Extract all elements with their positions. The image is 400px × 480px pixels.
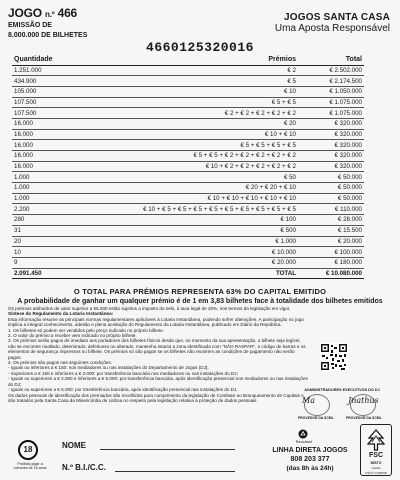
total-cell: € 1.075.000 xyxy=(298,97,364,108)
total-cell: € 180.000 xyxy=(298,257,364,268)
total-cell: € 1.050.000 xyxy=(298,86,364,97)
quantity-cell: 10 xyxy=(12,247,82,258)
quantity-cell: 1.000 xyxy=(12,172,82,183)
age-restriction-icon: 18 xyxy=(18,440,38,460)
table-row xyxy=(12,129,364,140)
quantity-cell: 16.000 xyxy=(12,118,82,129)
win-probability: A probabilidade de ganhar um qualquer prémio é de 1 em 3,83 bilhetes face à totalidade dos bilhetes emitidos xyxy=(17,298,383,305)
quantity-cell: 16.000 xyxy=(12,129,82,140)
administrators-block xyxy=(292,388,392,422)
prize-cell: € 10 xyxy=(82,86,298,97)
table-row xyxy=(12,86,364,97)
prize-table-header xyxy=(12,55,364,65)
table-row xyxy=(12,204,364,215)
quantity-cell: 16.000 xyxy=(12,161,82,172)
id-label: N.º B.I./C.C. xyxy=(62,463,106,472)
prize-cell: € 50 xyxy=(82,172,298,183)
name-field xyxy=(100,449,235,450)
prize-cell: € 100 xyxy=(82,215,298,226)
table-row xyxy=(12,172,364,183)
total-cell: € 20.000 xyxy=(298,236,364,247)
emission-count: 8.000.000 DE BILHETES xyxy=(8,32,88,39)
age-restriction-note: Proibido jogar a menores de 18 anos xyxy=(13,462,47,471)
table-row xyxy=(12,193,364,204)
game-number-value: 466 xyxy=(57,6,78,20)
prize-cell: € 5 + € 5 xyxy=(82,97,298,108)
hotline-block xyxy=(262,446,358,473)
quantity-cell: 1.000 xyxy=(12,183,82,194)
prize-cell: € 20 + € 20 + € 10 xyxy=(82,183,298,194)
total-cell: € 320.000 xyxy=(298,118,364,129)
payout-percentage: O TOTAL PARA PRÉMIOS REPRESENTA 63% DO CAPITAL EMITIDO xyxy=(73,287,327,296)
rule-item: - Iguais ou superiores a € 5.000: por transferência bancária, após identificação presencial nas instalações do DJ. xyxy=(8,387,238,393)
fsc-logo xyxy=(360,424,392,476)
prize-cell: € 20 xyxy=(82,118,298,129)
total-cell: € 50.000 xyxy=(298,183,364,194)
prize-cell: € 5 xyxy=(82,76,298,87)
tax-note: Os prémios atribuídos de valor superior a €5.000 estão sujeitos a imposto do selo, à taxa legal de 20%, nos termos da legislação em vigor. xyxy=(8,306,291,311)
total-quantity: 2.091.450 xyxy=(12,268,82,279)
quantity-cell: 20 xyxy=(12,236,82,247)
total-cell: € 2.174.500 xyxy=(298,76,364,87)
table-row xyxy=(12,118,364,129)
prize-cell: € 20.000 xyxy=(82,257,298,268)
recycle-label: Reciclável xyxy=(295,440,313,444)
serial-number: 4660125320016 xyxy=(146,40,254,55)
prize-cell: € 500 xyxy=(82,225,298,236)
quantity-cell: 1.000 xyxy=(12,193,82,204)
hotline-title: LINHA DIRETA JOGOS xyxy=(272,447,348,454)
total-amount: € 10.080.000 xyxy=(298,268,364,279)
provider-left: PROVEDOR DA SCML xyxy=(298,416,334,420)
table-row xyxy=(12,225,364,236)
total-row xyxy=(12,268,364,279)
total-cell: € 1.075.000 xyxy=(298,108,364,119)
quantity-cell: 107.500 xyxy=(12,108,82,119)
table-row xyxy=(12,236,364,247)
prize-cell: € 5 + € 5 + € 5 + € 5 xyxy=(82,140,298,151)
rule-item: 3. Os prémios serão pagos de imediato aos portadores dos bilhetes físicos desde que, no momento da sua apresentação, o bilhete seja legível, não se encontre mutilado, deteriorado, defeituoso ou alterado, mantenha intacta a zona identificada com "NÃO RASPAR", o código de barras e os elementos de segurança impressos no bilhete. Os prémios só são pagos se os bilhetes não reunirem as condições de pagamento não serão pagos. xyxy=(8,338,306,360)
rule-item: 2. O valor do prémio a receber vem indicado no próprio bilhete. xyxy=(8,333,137,339)
total-cell: € 320.000 xyxy=(298,140,364,151)
fsc-mix: MISTO xyxy=(370,461,382,465)
table-row xyxy=(12,183,364,194)
qr-code-icon xyxy=(320,343,348,371)
game-number xyxy=(8,6,87,20)
quantity-cell: 107.500 xyxy=(12,97,82,108)
brand-tagline: Uma Aposta Responsável xyxy=(274,23,390,34)
prize-cell: € 2 xyxy=(82,65,298,76)
hotline-number: 808 203 377 xyxy=(290,456,330,463)
privacy-note: Os dados pessoais de identificação dos premiados são recolhidos para cumprimento da legislação de Combate ao Branqueamento de Capitais e são tratados pela Santa Casa da Misericórdia de Lisboa no respeito pela legislação relativa à proteção de dados pessoais. xyxy=(8,392,304,403)
quantity-cell: 105.000 xyxy=(12,86,82,97)
table-row xyxy=(12,247,364,258)
emission-label: EMISSÃO DE xyxy=(8,22,52,29)
rule-item: - Iguais ou superiores a € 2.000 e inferiores a € 5.000: por transferência bancária, após identificação presencial nos mediadores ou nas instalações do DJ; xyxy=(8,376,308,387)
table-row xyxy=(12,161,364,172)
total-cell: € 28.000 xyxy=(298,215,364,226)
table-row xyxy=(12,65,364,76)
prize-cell: € 10 + € 2 + € 2 + € 2 + € 2 + € 2 xyxy=(82,161,298,172)
prize-cell: € 10 + € 10 + € 10 + € 10 + € 10 xyxy=(82,193,298,204)
rules-text xyxy=(8,306,308,403)
prize-cell: € 5 + € 5 + € 2 + € 2 + € 2 + € 2 + € 2 xyxy=(82,151,298,162)
administrators-title: ADMINISTRADORES EXECUTIVOS DO DJ xyxy=(304,388,380,392)
quantity-cell: 280 xyxy=(12,215,82,226)
prize-cell: € 10 + € 10 xyxy=(82,129,298,140)
header-total: Total xyxy=(298,55,364,65)
payout-summary xyxy=(0,287,400,305)
table-row xyxy=(12,140,364,151)
rule-item: 1. Os bilhetes só podem ser vendidos pelo preço indicado no próprio bilhete. xyxy=(8,327,165,333)
prize-cell: € 10.000 xyxy=(82,247,298,258)
provider-right: PROVEDOR DA SCML xyxy=(346,416,382,420)
game-label: JOGO xyxy=(8,6,42,20)
total-cell: € 15.500 xyxy=(298,225,364,236)
total-cell: € 320.000 xyxy=(298,129,364,140)
prize-cell: € 10 + € 5 + € 5 + € 5 + € 5 + € 5 + € 5 + € 5 + € 5 + € 5 xyxy=(82,204,298,215)
table-row xyxy=(12,76,364,87)
quantity-cell: 9 xyxy=(12,257,82,268)
quantity-cell: 1.251.000 xyxy=(12,65,82,76)
total-label: TOTAL xyxy=(82,268,298,279)
rule-item: - Iguais ou inferiores a € 150: nos mediadores ou nas instalações do Departamento de Jogos (DJ); xyxy=(8,365,209,371)
table-row xyxy=(12,108,364,119)
rules-title: Síntese do Regulamento da Lotaria Instantânea: xyxy=(8,311,114,317)
total-cell: € 320.000 xyxy=(298,151,364,162)
table-row xyxy=(12,257,364,268)
hotline-hours: (das 8h às 24h) xyxy=(286,465,334,472)
quantity-cell: 31 xyxy=(12,225,82,236)
game-no-prefix: n.º xyxy=(45,10,55,19)
tree-icon xyxy=(367,429,385,451)
quantity-cell: 434.900 xyxy=(12,76,82,87)
quantity-cell: 16.000 xyxy=(12,151,82,162)
header-prizes: Prémios xyxy=(82,55,298,65)
fsc-label: FSC xyxy=(369,452,383,459)
total-cell: € 110.000 xyxy=(298,204,364,215)
prize-table xyxy=(12,55,364,279)
signature-left: Ma xyxy=(302,396,315,405)
total-cell: € 320.000 xyxy=(298,161,364,172)
signature-right: Jnathus xyxy=(348,396,379,405)
fsc-sub: Cartão xyxy=(371,466,381,470)
total-cell: € 50.000 xyxy=(298,193,364,204)
prize-cell: € 2 + € 2 + € 2 + € 2 + € 2 xyxy=(82,108,298,119)
total-cell: € 100.000 xyxy=(298,247,364,258)
total-cell: € 50.000 xyxy=(298,172,364,183)
brand-name: JOGOS SANTA CASA xyxy=(284,12,390,23)
id-field xyxy=(115,471,235,472)
quantity-cell: 2.200 xyxy=(12,204,82,215)
header-quantity: Quantidade xyxy=(12,55,82,65)
table-row xyxy=(12,215,364,226)
table-row xyxy=(12,97,364,108)
rule-item: - Superiores a € 150 e inferiores a € 2.000: por transferência bancária nos mediadores ou nas instalações do DJ; xyxy=(8,370,238,376)
table-row xyxy=(12,151,364,162)
recycle-icon xyxy=(298,429,308,439)
rule-item: 4. Os prémios são pagos nas seguintes condições: xyxy=(8,360,112,366)
game-info xyxy=(8,6,87,40)
quantity-cell: 16.000 xyxy=(12,140,82,151)
brand-block xyxy=(275,12,390,34)
prize-cell: € 1.000 xyxy=(82,236,298,247)
rules-intro: Esta informação resume as principais normas regulamentares aplicáveis à Lotaria Instantânea, podendo sofrer alterações. A participação no jogo implica a integral conhecimento, adesão e plena aceitação do Regulamento da Lotaria Instantânea, publicado em Diário da República. xyxy=(8,316,304,328)
fsc-code: FSC® C108708 xyxy=(365,471,387,475)
name-label: NOME xyxy=(62,441,86,450)
total-cell: € 2.502.000 xyxy=(298,65,364,76)
